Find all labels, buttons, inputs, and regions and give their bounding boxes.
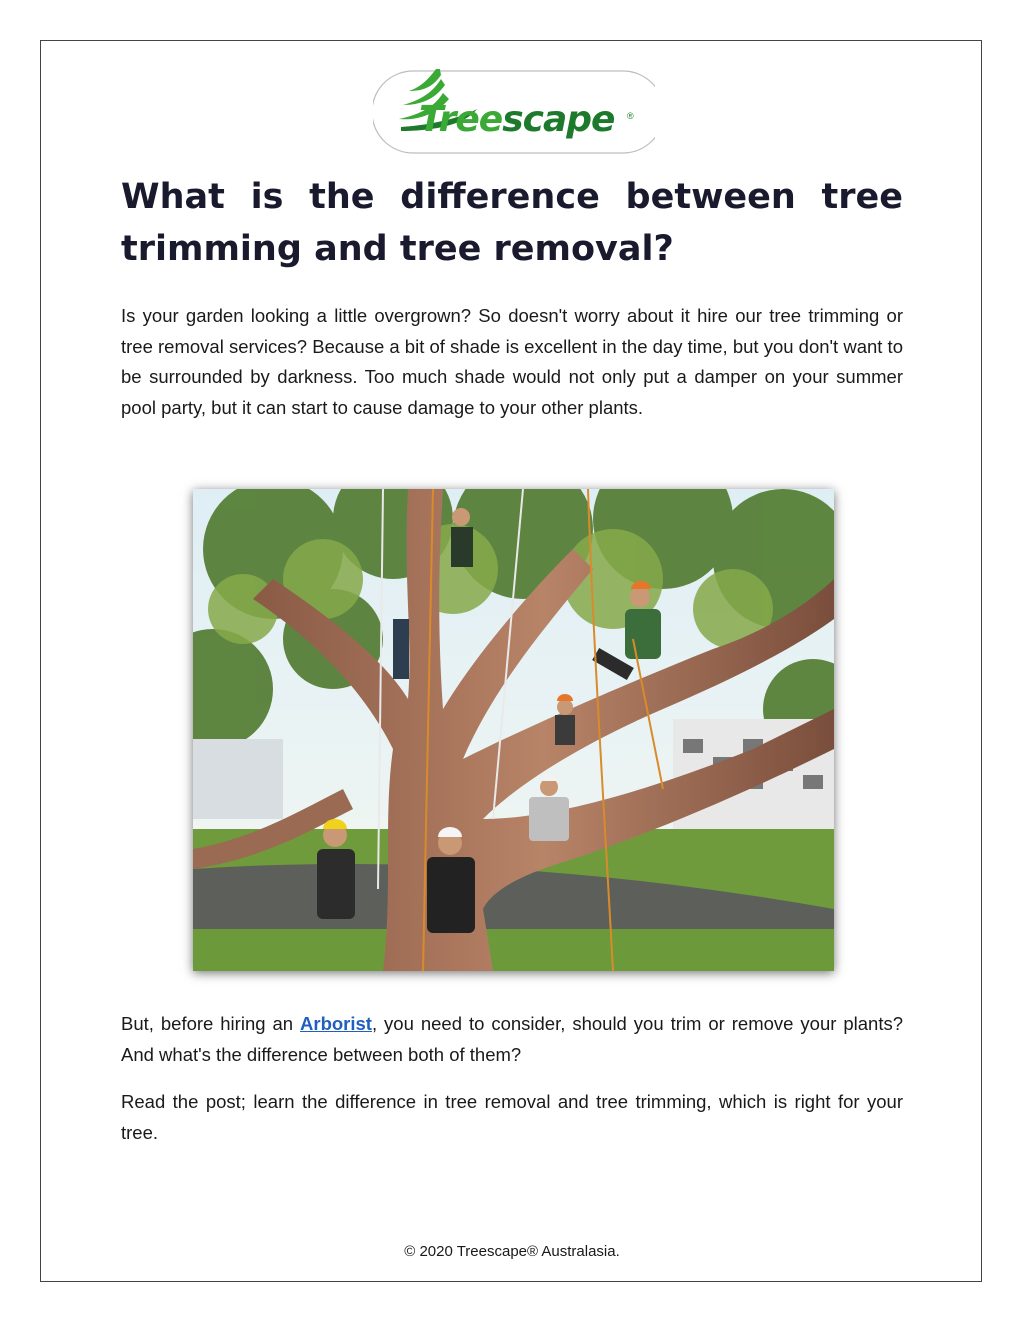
- logo-word-scape: scape: [502, 99, 615, 140]
- treescape-logo: [373, 69, 655, 155]
- article-title: What is the difference between tree trimming and tree removal?: [121, 177, 903, 269]
- logo-wordmark: [419, 99, 614, 140]
- para2-text-after: , you need to consider, should you trim or remove your plants? And what's the difference between both of them?: [121, 1013, 903, 1065]
- tree-climbers-photo: [193, 489, 834, 971]
- document-page: [40, 40, 982, 1282]
- tree-climbers-photo-icon: [193, 489, 834, 971]
- copyright-footer: © 2020 Treescape® Australasia.: [404, 1243, 620, 1260]
- arborist-link[interactable]: Arborist: [300, 1013, 372, 1034]
- read-post-paragraph: Read the post; learn the difference in tree removal and tree trimming, which is right for your tree.: [121, 1091, 903, 1143]
- logo-word-tree: Tree: [419, 99, 503, 140]
- para2-text-before: But, before hiring an: [121, 1013, 301, 1034]
- intro-paragraph: Is your garden looking a little overgrown? So doesn't worry about it hire our tree trimming or tree removal services? Because a bit of shade is excellent in the day time, but you don't want to be surrounded by darkness. Too much shade would not only put a damper on your summer pool party, but it can start to cause damage to your other plants.: [121, 305, 903, 418]
- logo-registered-mark: ®: [627, 111, 634, 121]
- arborist-paragraph: [121, 1009, 903, 1070]
